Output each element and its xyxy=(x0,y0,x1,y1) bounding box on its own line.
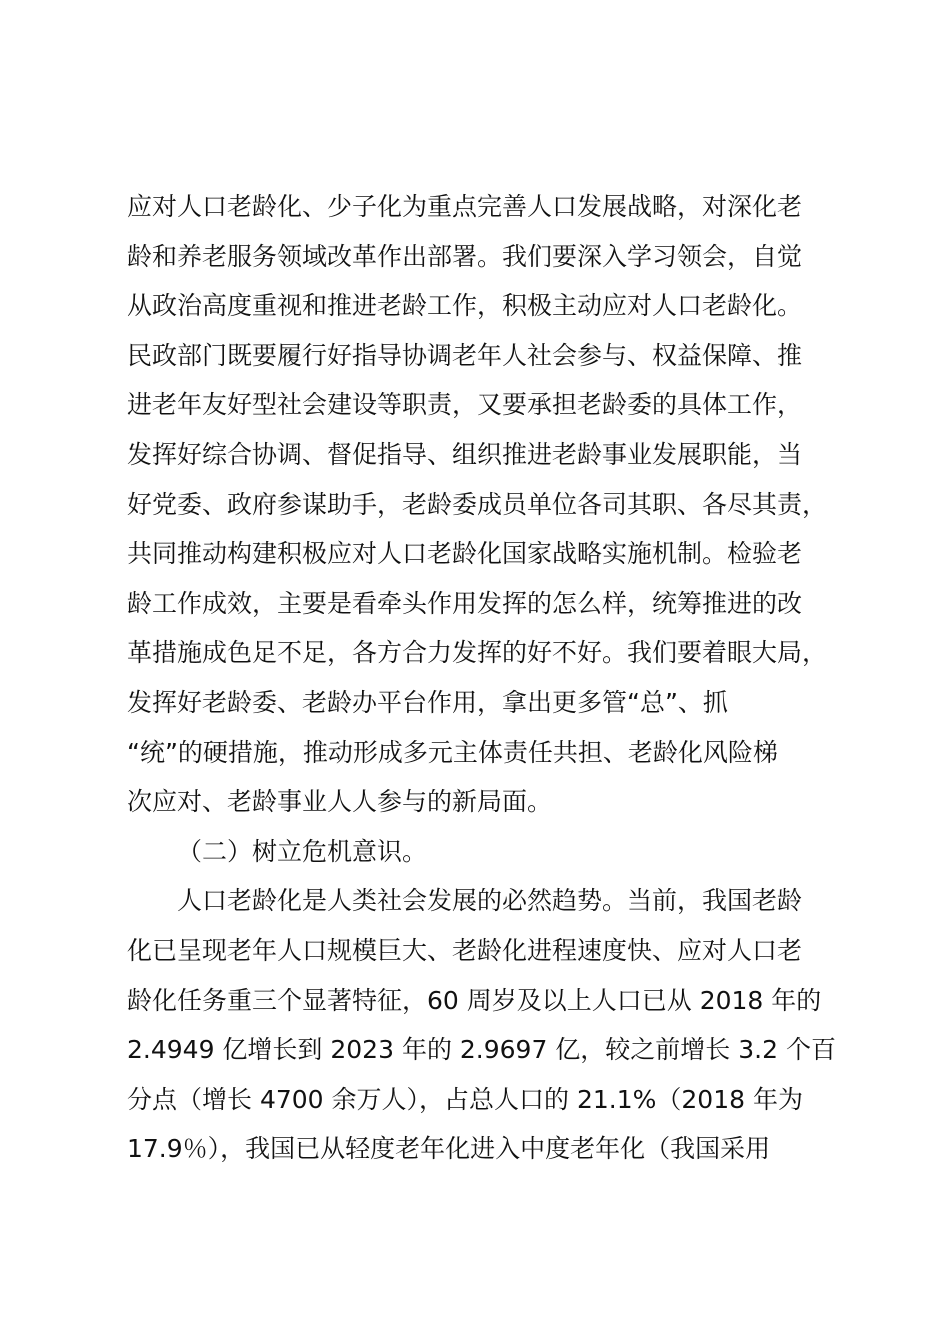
text-line-15: 人口老龄化是人类社会发展的必然趋势。当前，我国老龄 xyxy=(177,886,803,916)
section-heading: （二）树立危机意识。 xyxy=(177,836,428,866)
body-text xyxy=(127,182,847,1174)
text-line-4: 民政部门既要履行好指导协调老年人社会参与、权益保障、推 xyxy=(127,340,803,370)
text-line-6: 发挥好综合协调、督促指导、组织推进老龄事业发展职能，当 xyxy=(127,439,803,469)
text-line-1: 应对人口老龄化、少子化为重点完善人口发展战略，对深化老 xyxy=(127,192,803,221)
text-line-10: 革措施成色足不足，各方合力发挥的好不好。我们要着眼大局， xyxy=(127,638,828,668)
text-line-3: 从政治高度重视和推进老龄工作，积极主动应对人口老龄化。 xyxy=(127,291,803,321)
text-line-19: 分点（增长 4700 余万人），占总人口的 21.1%（2018 年为 xyxy=(127,1084,803,1114)
text-line-12: “统”的硬措施，推动形成多元主体责任共担、老龄化风险梯 xyxy=(127,737,778,767)
text-line-7: 好党委、政府参谋助手，老龄委成员单位各司其职、各尽其责， xyxy=(127,489,828,519)
text-line-16: 化已呈现老年人口规模巨大、老龄化进程速度快、应对人口老 xyxy=(127,935,803,965)
text-line-17: 龄化任务重三个显著特征，60 周岁及以上人口已从 2018 年的 xyxy=(127,985,822,1015)
text-line-8: 共同推动构建积极应对人口老龄化国家战略实施机制。检验老 xyxy=(127,539,803,569)
text-line-11: 发挥好老龄委、老龄办平台作用，拿出更多管“总”、抓 xyxy=(127,687,728,717)
text-line-13: 次应对、老龄事业人人参与的新局面。 xyxy=(127,787,553,817)
text-line-5: 进老年友好型社会建设等职责，又要承担老龄委的具体工作， xyxy=(127,390,803,420)
text-line-20: 17.9％），我国已从轻度老年化进入中度老年化（我国采用 xyxy=(127,1134,771,1164)
text-line-9: 龄工作成效，主要是看牵头作用发挥的怎么样，统筹推进的改 xyxy=(127,588,803,618)
text-line-2: 龄和养老服务领域改革作出部署。我们要深入学习领会，自觉 xyxy=(127,241,803,271)
text-line-18: 2.4949 亿增长到 2023 年的 2.9697 亿，较之前增长 3.2 个百 xyxy=(127,1035,836,1065)
